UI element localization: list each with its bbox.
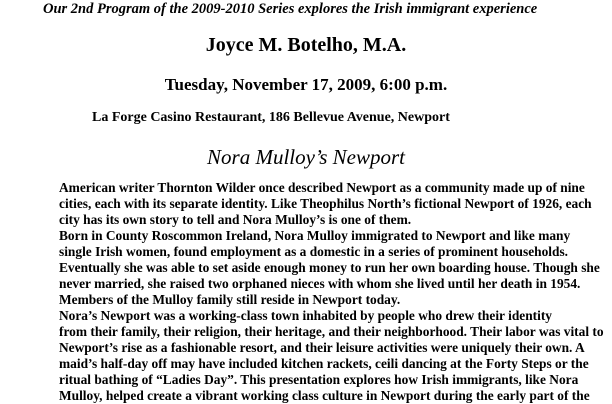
body-line: cities, each with its separate identity. Like Theophilus North’s fictional Newport of 1926, each <box>59 196 592 211</box>
body-line: from their family, their religion, their heritage, and their neighborhood. Their labor was vital to <box>59 324 604 339</box>
body-line: Nora’s Newport was a working-class town inhabited by people who drew their identity <box>59 308 552 323</box>
body-line: Mulloy, helped create a vibrant working class culture in Newport during the early part of the <box>59 388 590 403</box>
event-venue: La Forge Casino Restaurant, 186 Bellevue Avenue, Newport <box>92 110 450 125</box>
body-line: American writer Thornton Wilder once described Newport as a community made up of nine <box>59 180 585 195</box>
body-line: never married, she raised two orphaned nieces with whom she lived until her death in 1954. <box>59 276 581 291</box>
talk-title: Nora Mulloy’s Newport <box>207 145 405 169</box>
body-line: Newport’s rise as a fashionable resort, and their leisure activities were uniquely their own. A <box>59 340 585 355</box>
event-date-time: Tuesday, November 17, 2009, 6:00 p.m. <box>164 75 448 94</box>
body-line: maid’s half-day off may have included kitchen rackets, ceili dancing at the Forty Steps or the <box>59 356 589 371</box>
series-intro: Our 2nd Program of the 2009-2010 Series explores the Irish immigrant experience <box>43 1 538 17</box>
body-line: Born in County Roscommon Ireland, Nora Mulloy immigrated to Newport and like many <box>59 228 571 243</box>
body-line: ritual bathing of “Ladies Day”. This presentation explores how Irish immigrants, like Nora <box>59 372 579 387</box>
body-line: single Irish women, found employment as a domestic in a series of prominent households. <box>59 244 569 259</box>
body-line: Members of the Mulloy family still reside in Newport today. <box>59 292 401 307</box>
speaker-name: Joyce M. Botelho, M.A. <box>205 34 407 56</box>
body-line: Eventually she was able to set aside enough money to run her own boarding house. Though she <box>59 260 600 275</box>
body-line: city has its own story to tell and Nora Mulloy’s is one of them. <box>59 212 412 227</box>
